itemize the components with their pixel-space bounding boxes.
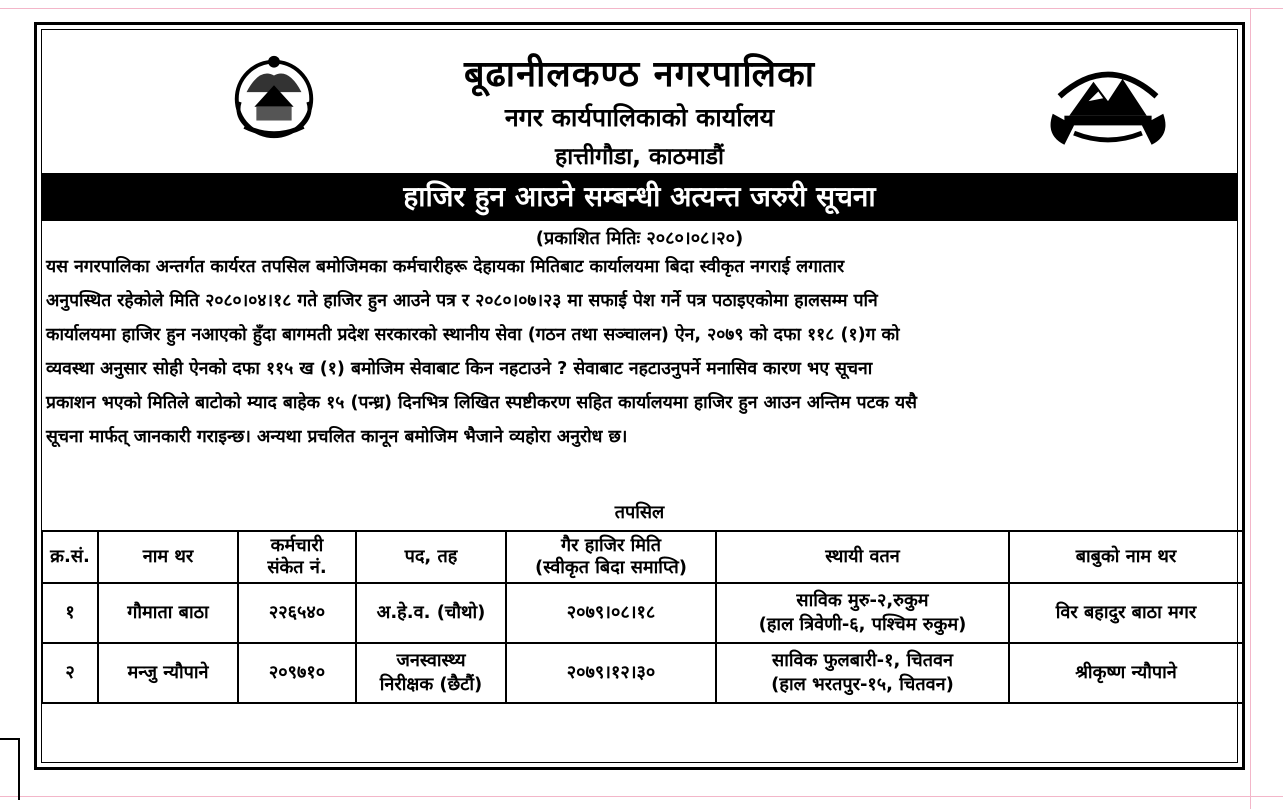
header-post: पद, तह xyxy=(356,531,506,583)
notice-line: व्यवस्था अनुसार सोही ऐनको दफा ११५ ख (१) बमोजिम सेवाबाट किन नहटाउने ? सेवाबाट नहटाउनुपर्ने मनासिव कारण भए सूचना xyxy=(46,359,873,379)
office-name: नगर कार्यपालिकाको कार्यालय xyxy=(504,103,775,132)
cell-code: २०९७१० xyxy=(238,643,356,703)
cell-address-line2: (हाल भरतपुर-१५, चितवन) xyxy=(771,674,954,695)
header-employee-code xyxy=(238,531,356,583)
notice-line: अनुपस्थित रहेकोले मिति २०८०।०४।१८ गते हाजिर हुन आउने पत्र र २०८०।०७।२३ मा सफाई पेश गर्ने पत्र पठाइएकोमा हालसम्म पनि xyxy=(46,291,878,311)
table-caption: तपसिल xyxy=(614,502,665,523)
notice-line: सूचना मार्फत् जानकारी गराइन्छ। अन्यथा प्रचलित कानून बमोजिम भैजाने व्यहोरा अनुरोध छ। xyxy=(46,427,628,447)
header-serial: क्र.सं. xyxy=(42,531,98,583)
header-code-line1: कर्मचारी xyxy=(270,535,324,556)
table-row xyxy=(42,583,1243,643)
notice-frame xyxy=(34,22,1245,770)
cell-post-line2: निरीक्षक (छैटौं) xyxy=(379,674,483,695)
header-code-line2: संकेत नं. xyxy=(267,557,327,578)
cell-date: २०७९।१२।३० xyxy=(506,643,716,703)
cell-post-line1: अ.हे.व. (चौथो) xyxy=(376,602,486,623)
cell-father: विर बहादुर बाठा मगर xyxy=(1009,583,1243,643)
header-date-line2: (स्वीकृत बिदा समाप्ति) xyxy=(535,557,687,578)
header-date-line1: गैर हाजिर मिति xyxy=(561,535,661,556)
office-address: हात्तीगौडा, काठमाडौं xyxy=(555,144,724,170)
cell-serial: १ xyxy=(42,583,98,643)
notice-line: यस नगरपालिका अन्तर्गत कार्यरत तपसिल बमोजिमका कर्मचारीहरू देहायका मितिबाट कार्यालयमा बिदा स्वीकृत नगराई लगातार xyxy=(46,257,845,277)
header-name: नाम थर xyxy=(98,531,238,583)
table-header-row xyxy=(42,531,1243,583)
notice-line: कार्यालयमा हाजिर हुन नआएको हुँदा बागमती प्रदेश सरकारको स्थानीय सेवा (गठन तथा सञ्चालन) ऐन, २०७९ को दफा ११८ (१)ग को xyxy=(46,325,900,345)
cell-address-line1: साविक फुलबारी-१, चितवन xyxy=(772,650,953,671)
cell-address xyxy=(716,643,1009,703)
published-date: (प्रकाशित मितिः २०८०।०८।२०) xyxy=(535,228,744,249)
cell-serial: २ xyxy=(42,643,98,703)
cell-post-line1: जनस्वास्थ्य xyxy=(396,650,466,671)
header-father-name: बाबुको नाम थर xyxy=(1009,531,1243,583)
notice-headline: हाजिर हुन आउने सम्बन्धी अत्यन्त जरुरी सूचना xyxy=(42,173,1237,221)
crop-mark xyxy=(0,738,20,800)
cell-date: २०७९।०८।१८ xyxy=(506,583,716,643)
notice-line: प्रकाशन भएको मितिले बाटोको म्याद बाहेक १५ (पन्ध्र) दिनभित्र लिखित स्पष्टीकरण सहित कार्यालयमा हाजिर हुन आउन अन्तिम पटक यसै xyxy=(46,393,917,413)
cell-father: श्रीकृष्ण न्यौपाने xyxy=(1009,643,1243,703)
header-absent-date xyxy=(506,531,716,583)
notice-inner-border xyxy=(41,29,1238,763)
cell-post xyxy=(356,643,506,703)
notice-body xyxy=(42,250,1237,454)
page-edge-top xyxy=(0,8,1283,9)
staff-table xyxy=(41,530,1244,704)
cell-address xyxy=(716,583,1009,643)
page-edge-bottom xyxy=(0,796,1283,797)
cell-name: गौमाता बाठा xyxy=(98,583,238,643)
cell-code: २२६५४० xyxy=(238,583,356,643)
cell-post xyxy=(356,583,506,643)
cell-address-line1: साविक मुरु-२,रुकुम xyxy=(796,590,929,611)
page-edge-right xyxy=(1250,8,1251,809)
table-row xyxy=(42,643,1243,703)
cell-name: मन्जु न्यौपाने xyxy=(98,643,238,703)
header-permanent-address: स्थायी वतन xyxy=(716,531,1009,583)
cell-address-line2: (हाल त्रिवेणी-६, पश्चिम रुकुम) xyxy=(758,614,967,635)
municipality-name: बूढानीलकण्ठ नगरपालिका xyxy=(463,54,816,95)
